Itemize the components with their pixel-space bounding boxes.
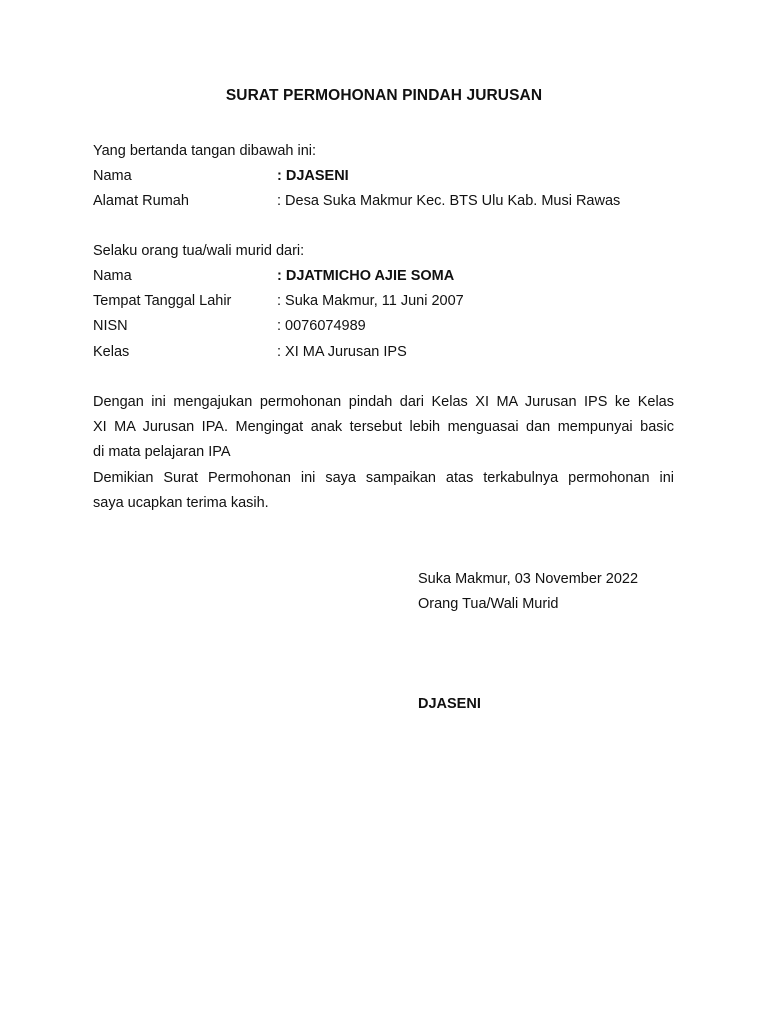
- parent-address-row: [93, 192, 620, 210]
- student-nisn-label: NISN: [93, 318, 128, 334]
- student-name-value: : DJATMICHO AJIE SOMA: [277, 268, 455, 284]
- body-paragraph: [93, 390, 674, 516]
- student-nisn-row: [93, 317, 366, 335]
- signature-role: Orang Tua/Wali Murid: [418, 596, 559, 612]
- body-line: Dengan ini mengajukan permohonan pindah dari Kelas XI MA Jurusan IPS ke Kelas: [93, 394, 674, 410]
- student-name-label: Nama: [93, 268, 132, 284]
- student-birth-row: [93, 292, 464, 310]
- signature-signer-name: DJASENI: [418, 696, 481, 712]
- student-class-label: Kelas: [93, 344, 130, 360]
- parent-name-label: Nama: [93, 168, 132, 184]
- student-intro-text: Selaku orang tua/wali murid dari:: [93, 243, 305, 259]
- student-nisn-value: : 0076074989: [277, 318, 366, 334]
- body-line: di mata pelajaran IPA: [93, 444, 231, 461]
- student-class-value: : XI MA Jurusan IPS: [277, 344, 407, 360]
- student-birth-label: Tempat Tanggal Lahir: [93, 293, 232, 309]
- closing-line: Demikian Surat Permohonan ini saya sampaikan atas terkabulnya permohonan ini: [93, 469, 674, 486]
- parent-address-value: : Desa Suka Makmur Kec. BTS Ulu Kab. Musi Rawas: [277, 193, 621, 209]
- letter-title: SURAT PERMOHONAN PINDAH JURUSAN: [225, 87, 543, 104]
- body-line: XI MA Jurusan IPA. Mengingat anak tersebut lebih menguasai dan mempunyai basic: [93, 419, 674, 436]
- intro-text: Yang bertanda tangan dibawah ini:: [93, 143, 317, 159]
- parent-name-value: : DJASENI: [277, 168, 349, 184]
- student-birth-value: : Suka Makmur, 11 Juni 2007: [277, 293, 464, 309]
- parent-name-row: [93, 167, 349, 185]
- student-name-row: [93, 267, 454, 285]
- student-class-row: [93, 343, 407, 361]
- closing-line: saya ucapkan terima kasih.: [93, 494, 269, 511]
- parent-address-label: Alamat Rumah: [93, 193, 189, 209]
- signature-place-date: Suka Makmur, 03 November 2022: [418, 571, 639, 587]
